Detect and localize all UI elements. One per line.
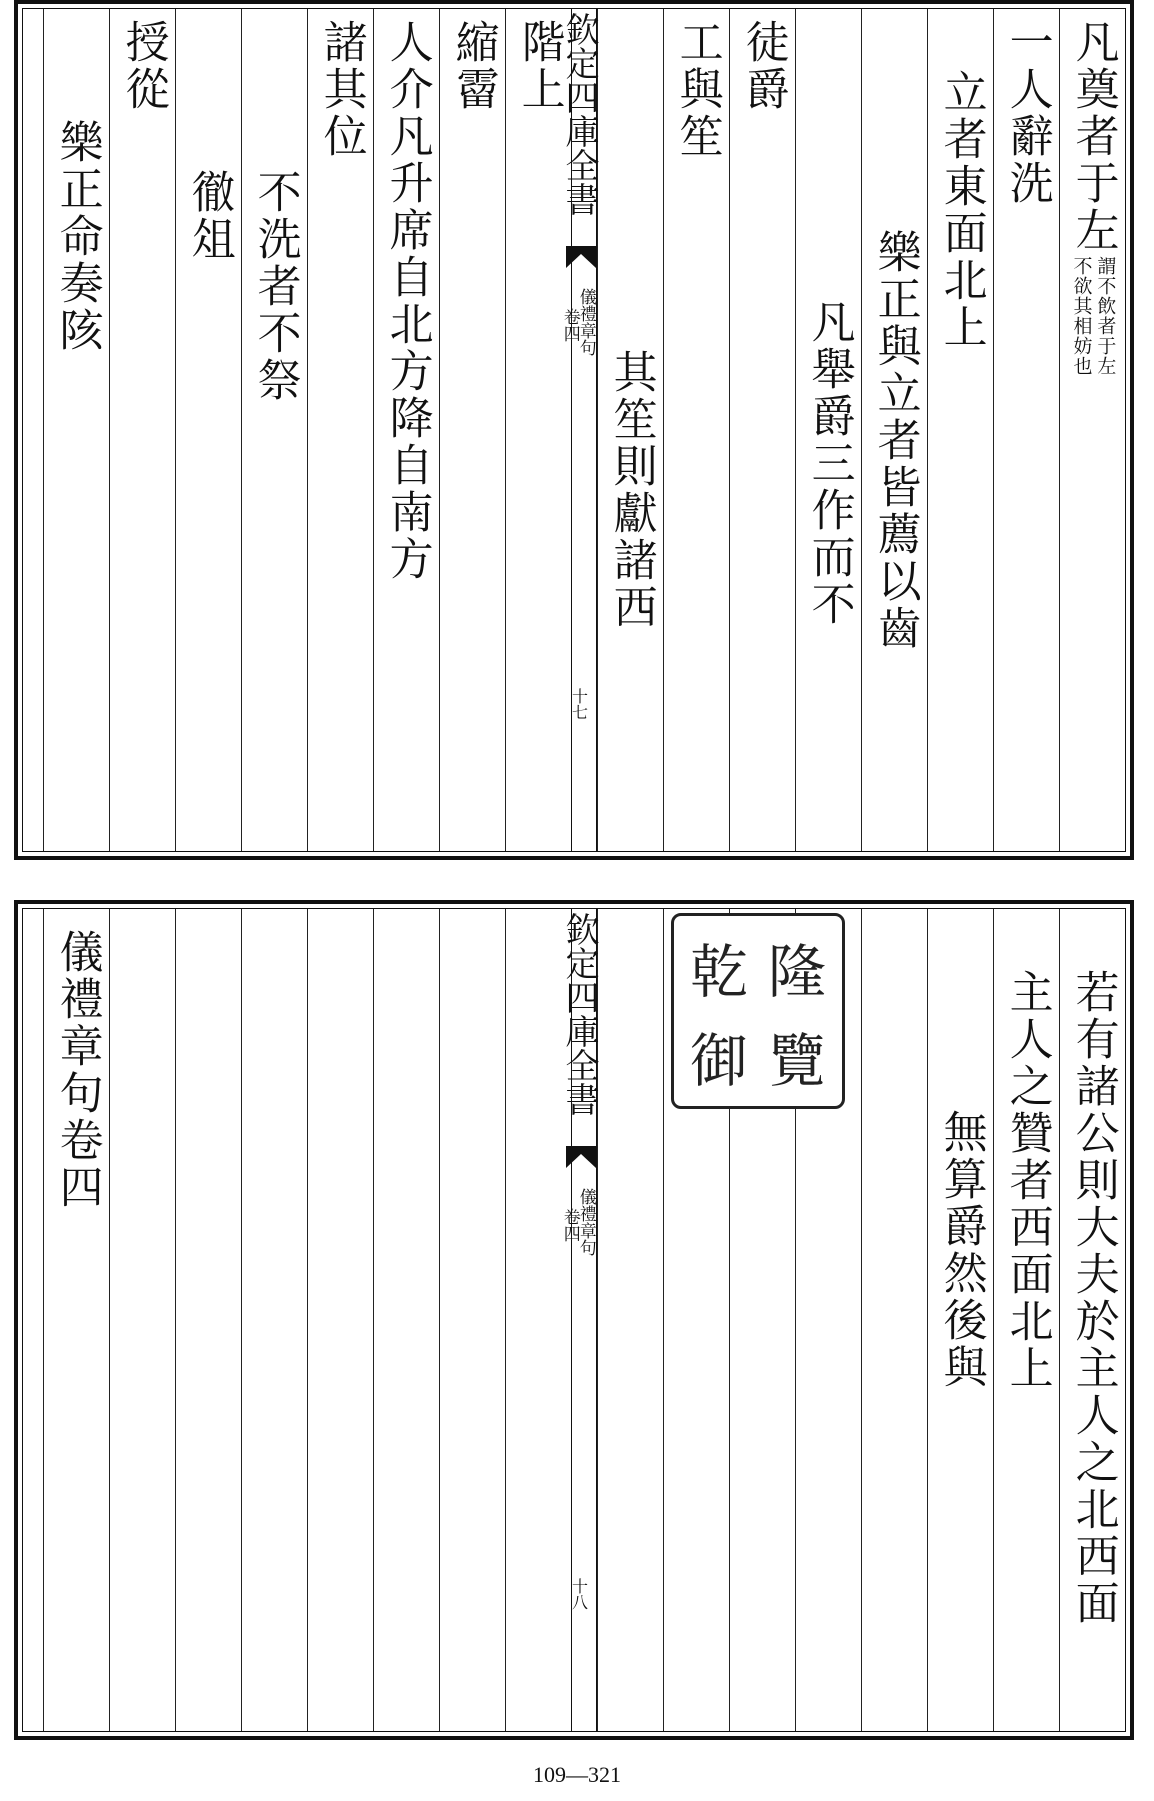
top-center-labels (559, 8, 599, 848)
text-column-6 (729, 9, 795, 851)
main-text: 樂正命奏陔 (51, 119, 103, 354)
center-page-number: 十七 (569, 688, 589, 720)
page-number: 109—321 (533, 1762, 621, 1787)
commentary-line: 不欲其相妨也 (1070, 256, 1093, 376)
center-page-number: 十八 (569, 1578, 589, 1610)
text-column-1 (1059, 9, 1125, 851)
text-column-4 (861, 9, 927, 851)
blank-column (307, 909, 373, 1731)
blank-column (439, 909, 505, 1731)
text-column-16 (43, 9, 109, 851)
main-text: 徒爵 (737, 19, 789, 113)
main-text: 若有諸公則大夫於主人之北西面 (1067, 969, 1119, 1627)
main-text: 縮霤 (447, 19, 499, 113)
main-text: 無算爵然後與 (935, 1109, 987, 1391)
text-column-11 (373, 9, 439, 851)
main-text: 其笙則獻諸西 (605, 349, 657, 631)
bottom-center-labels (559, 908, 599, 1738)
center-book-name: 儀禮章句 (575, 1188, 596, 1256)
blank-column (175, 909, 241, 1731)
text-column-15 (109, 9, 175, 851)
bottom-title-column (43, 909, 109, 1731)
text-column-14 (175, 9, 241, 851)
text-column-8 (597, 9, 663, 851)
seal-char: 覽 (767, 1026, 826, 1095)
main-text: 授從 (117, 19, 169, 113)
seal-char: 隆 (767, 937, 826, 1006)
seal-character-grid (680, 922, 836, 1100)
seal-char: 御 (689, 1026, 748, 1095)
blank-column (373, 909, 439, 1731)
imperial-seal-icon (671, 913, 845, 1109)
main-text: 凡奠者于左 (1067, 19, 1119, 254)
text-column-10 (439, 9, 505, 851)
main-text: 諸其位 (315, 19, 367, 160)
main-text: 凡舉爵三作而不 (803, 299, 855, 628)
bottom-text-column-1 (1059, 909, 1125, 1731)
main-text: 主人之贊者西面北上 (1001, 969, 1053, 1392)
fishtail-mark-icon (566, 246, 596, 268)
volume-end-title: 儀禮章句卷四 (51, 929, 103, 1211)
text-column-2 (993, 9, 1059, 851)
bottom-text-column-3 (927, 909, 993, 1731)
blank-column (861, 909, 927, 1731)
blank-column (109, 909, 175, 1731)
main-text: 工與笙 (671, 19, 723, 160)
blank-column (597, 909, 663, 1731)
seal-char: 乾 (689, 937, 748, 1006)
main-text: 樂正與立者皆薦以齒 (869, 229, 921, 652)
main-text: 不洗者不祭 (249, 169, 301, 404)
main-text: 一人辭洗 (1001, 19, 1053, 207)
main-text: 階上 (513, 19, 565, 113)
blank-column (241, 909, 307, 1731)
commentary-line: 謂不飲者于左 (1094, 256, 1117, 376)
commentary (1070, 244, 1116, 376)
text-column-5 (795, 9, 861, 851)
fishtail-mark-icon (566, 1146, 596, 1168)
text-column-3 (927, 9, 993, 851)
center-title: 欽定四庫全書 (559, 12, 599, 216)
main-text: 立者東面北上 (935, 69, 987, 351)
text-column-7 (663, 9, 729, 851)
center-volume: 卷四 (559, 308, 580, 342)
text-column-12 (307, 9, 373, 851)
main-text: 徹俎 (183, 169, 235, 263)
text-column-13 (241, 9, 307, 851)
center-title: 欽定四庫全書 (559, 912, 599, 1116)
main-text: 人介凡升席自北方降自南方 (381, 19, 433, 583)
center-volume: 卷四 (559, 1208, 580, 1242)
center-book-name: 儀禮章句 (575, 288, 596, 356)
bottom-text-column-2 (993, 909, 1059, 1731)
